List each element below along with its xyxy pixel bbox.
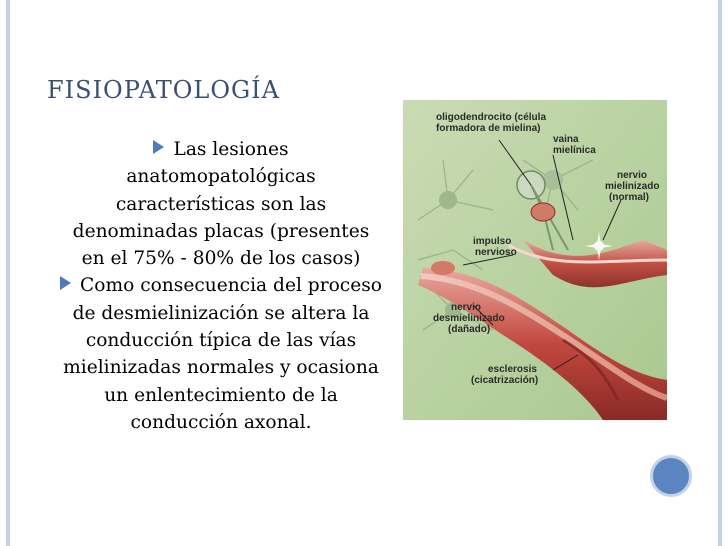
label-vaina-2: mielínica bbox=[553, 145, 596, 156]
label-nervio-desmielinizado-2: desmielinizado bbox=[433, 313, 505, 324]
bullet-text-1: Las lesiones anatomopatológicas características son las denominadas placas (presentes en el 75% - 80% de los casos) bbox=[72, 139, 370, 270]
label-impulso: impulso bbox=[473, 236, 512, 247]
slide-title: FISIOPATOLOGÍA bbox=[47, 76, 280, 104]
bullet-arrow-icon bbox=[60, 276, 71, 290]
label-nervio-desmielinizado-3: (dañado) bbox=[448, 324, 491, 335]
label-oligodendrocito: oligodendrocito (célula bbox=[436, 112, 547, 123]
bullet-text-2: Como consecuencia del proceso de desmielinización se altera la conducción típica de las vías mielinizadas normales y ocasiona un enlentecimiento de la conducción axonal. bbox=[63, 275, 382, 433]
bullet-item-2 bbox=[60, 272, 382, 436]
nerve-demyelination-illustration bbox=[403, 100, 667, 420]
label-nervio-normal-2: mielinizado bbox=[605, 181, 660, 192]
label-oligodendrocito-2: formadora de mielina) bbox=[436, 123, 541, 134]
right-border-bar bbox=[718, 0, 722, 546]
bullet-arrow-icon bbox=[153, 140, 164, 154]
label-impulso-2: nervioso bbox=[475, 247, 517, 258]
label-nervio-normal: nervio bbox=[617, 170, 648, 181]
label-esclerosis-2: (cicatrización) bbox=[471, 375, 539, 386]
left-border-bar bbox=[6, 0, 10, 546]
illustration-svg bbox=[403, 100, 667, 420]
label-vaina: vaina bbox=[553, 134, 579, 145]
label-nervio-normal-3: (normal) bbox=[609, 192, 649, 203]
label-esclerosis: esclerosis bbox=[488, 364, 537, 375]
label-nervio-desmielinizado: nervio bbox=[451, 302, 482, 313]
slide-body bbox=[60, 136, 382, 436]
slide-accent-circle bbox=[650, 455, 692, 497]
bullet-item-1 bbox=[60, 136, 382, 272]
